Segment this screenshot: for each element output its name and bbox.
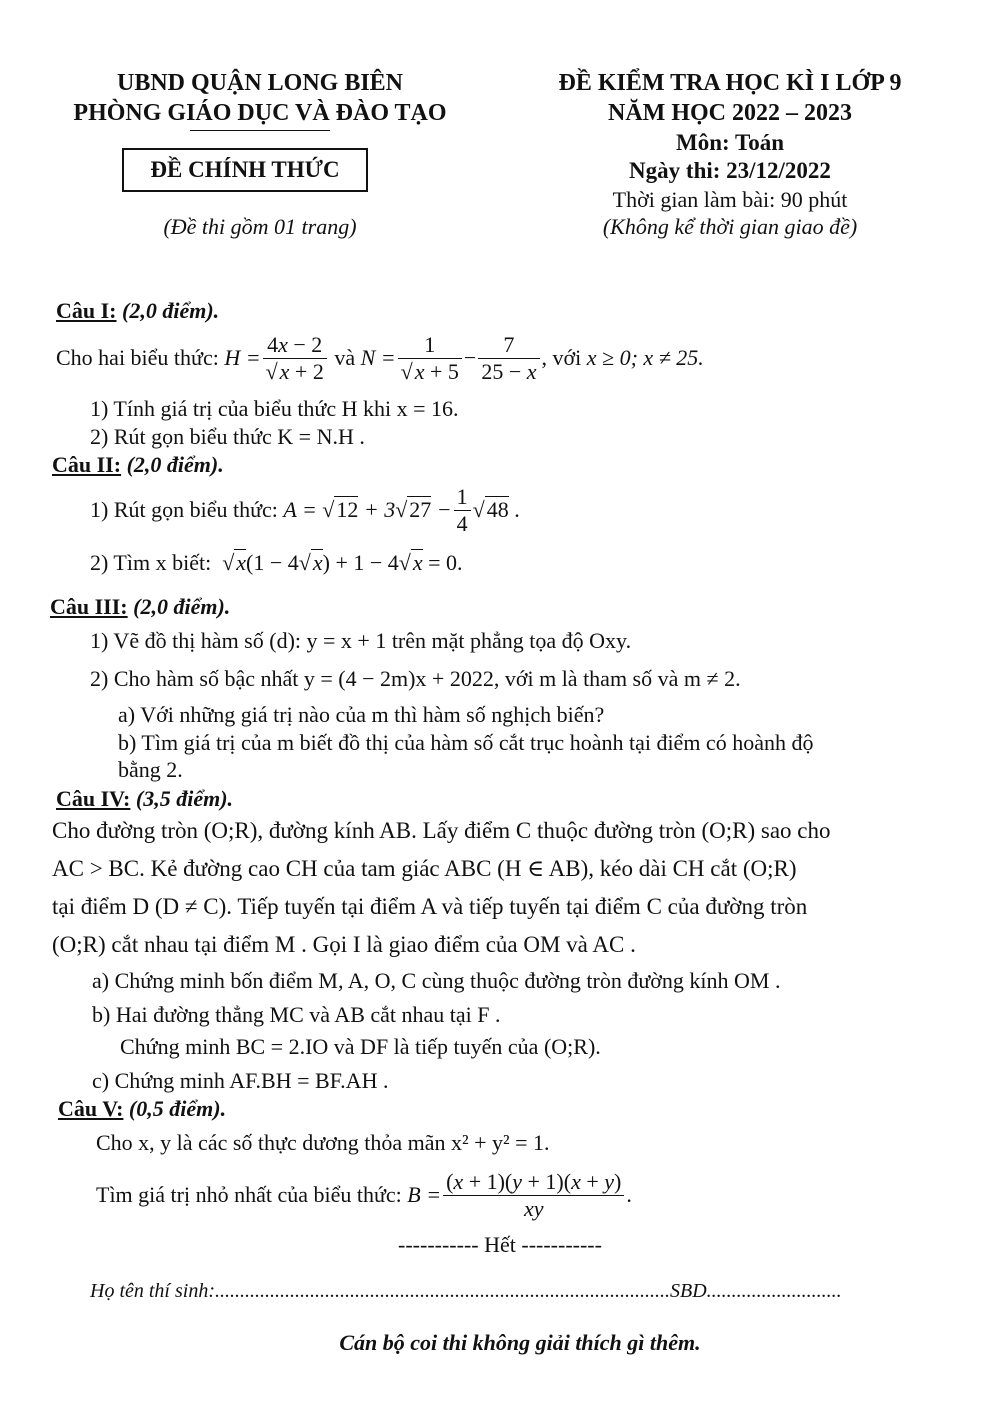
q3-item2b-line2: bằng 2. <box>118 757 183 782</box>
q5-heading <box>58 1096 226 1122</box>
q4-item-b1: b) Hai đường thẳng MC và AB cắt nhau tại F . <box>92 1002 501 1027</box>
q3-points: (2,0 điểm). <box>133 594 231 619</box>
exam-date: Ngày thi: 23/12/2022 <box>629 158 831 183</box>
q1-n-fraction1: $\frac{1}{√x + 5}$ <box>398 332 462 384</box>
exam-title: ĐỀ KIỂM TRA HỌC KÌ I LỚP 9 <box>558 70 902 96</box>
q2-equation: √x(1 − 4√x) + 1 − 4√x = 0. <box>222 550 463 575</box>
q4-points: (3,5 điểm). <box>135 786 234 811</box>
header-underline <box>190 130 330 131</box>
end-marker: ----------- Hết ----------- <box>398 1232 602 1257</box>
q2-label: Câu II: <box>52 452 122 477</box>
q4-para-line2: AC > BC. Kẻ đường cao CH của tam giác ABC (H ∈ AB), kéo dài CH cắt (O;R) <box>52 856 797 881</box>
q3-item1: 1) Vẽ đồ thị hàm số (d): y = x + 1 trên mặt phẳng tọa độ Oxy. <box>90 628 632 653</box>
header-left-line2: PHÒNG GIÁO DỤC VÀ ĐÀO TẠO <box>73 100 447 126</box>
q1-cond-prefix: , với <box>541 345 582 370</box>
q4-item-b2: Chứng minh BC = 2.IO và DF là tiếp tuyến của (O;R). <box>120 1034 601 1059</box>
q3-item2: 2) Cho hàm số bậc nhất y = (4 − 2m)x + 2022, với m là tham số và m ≠ 2. <box>90 666 741 691</box>
q2-heading <box>52 452 224 478</box>
q4-para-line3: tại điểm D (D ≠ C). Tiếp tuyến tại điểm A và tiếp tuyến tại điểm C của đường tròn <box>52 894 808 919</box>
q2-points: (2,0 điểm). <box>126 452 224 477</box>
q3-item2b-line1: b) Tìm giá trị của m biết đồ thị của hàm số cắt trục hoành tại điểm có hoành độ <box>118 730 814 755</box>
q1-n-fraction2: $\frac{7}{25 - x}$ <box>478 332 539 384</box>
q5-line2-prefix: Tìm giá trị nhỏ nhất của biểu thức: <box>96 1182 402 1207</box>
q1-label: Câu I: <box>56 298 117 323</box>
q3-label: Câu III: <box>50 594 128 619</box>
q1-expressions <box>56 328 704 388</box>
q2-a-eq: A = √12 + 3√27 − <box>283 497 452 522</box>
q1-n-eq: N = <box>360 345 396 370</box>
q1-minus: − <box>463 345 477 370</box>
q1-heading <box>56 298 219 324</box>
q4-para-line1: Cho đường tròn (O;R), đường kính AB. Lấy điểm C thuộc đường tròn (O;R) sao cho <box>52 818 831 843</box>
q5-period: . <box>626 1182 632 1207</box>
header-left-line1: UBND QUẬN LONG BIÊN <box>116 70 404 96</box>
q5-b-eq: B = <box>407 1182 442 1207</box>
q4-heading <box>56 786 233 812</box>
q5-points: (0,5 điểm). <box>128 1096 227 1121</box>
duration: Thời gian làm bài: 90 phút <box>612 187 848 212</box>
q1-and: và <box>334 345 356 370</box>
q5-label: Câu V: <box>58 1096 124 1121</box>
q4-item-c: c) Chứng minh AF.BH = BF.AH . <box>92 1068 389 1093</box>
q2-item1-prefix: 1) Rút gọn biểu thức: <box>90 497 278 522</box>
q1-intro: Cho hai biểu thức: <box>56 345 219 370</box>
q2-quarter: $\frac{1}{4}$ <box>454 484 471 536</box>
q1-item2: 2) Rút gọn biểu thức K = N.H . <box>90 424 365 449</box>
q5-line1: Cho x, y là các số thực dương thỏa mãn x² + y² = 1. <box>96 1130 550 1155</box>
candidate-line: Họ tên thí sinh:...........................................................................................SBD........................... <box>90 1280 842 1302</box>
q1-condition: x ≥ 0; x ≠ 25. <box>586 345 704 370</box>
q5-line2 <box>96 1164 632 1226</box>
duration-note: (Không kể thời gian giao đề) <box>602 214 858 239</box>
q5-fraction: $\frac{(x + 1)(y + 1)(x + y)}{xy}$ <box>443 1169 624 1221</box>
official-badge: ĐỀ CHÍNH THỨC <box>122 148 368 192</box>
q3-item2a: a) Với những giá trị nào của m thì hàm số nghịch biến? <box>118 702 605 727</box>
subject: Môn: Toán <box>675 130 784 155</box>
q2-item1 <box>90 482 520 538</box>
q3-heading <box>50 594 230 620</box>
q4-label: Câu IV: <box>56 786 131 811</box>
q2-item2 <box>90 550 463 576</box>
q1-h-fraction: $\frac{4x - 2}{√x + 2}$ <box>263 332 327 384</box>
proctor-note: Cán bộ coi thi không giải thích gì thêm. <box>339 1330 701 1355</box>
q2-item2-prefix: 2) Tìm x biết: <box>90 550 212 575</box>
school-year: NĂM HỌC 2022 – 2023 <box>608 100 852 126</box>
page-count-note: (Đề thi gồm 01 trang) <box>163 214 357 239</box>
q4-item-a: a) Chứng minh bốn điểm M, A, O, C cùng thuộc đường tròn đường kính OM . <box>92 968 781 993</box>
q1-item1: 1) Tính giá trị của biểu thức H khi x = 16. <box>90 396 459 421</box>
q2-sqrt48: √48 . <box>472 497 520 522</box>
q1-points: (2,0 điểm). <box>122 298 220 323</box>
q4-para-line4: (O;R) cắt nhau tại điểm M . Gọi I là giao điểm của OM và AC . <box>52 932 636 957</box>
q1-h-eq: H = <box>224 345 261 370</box>
